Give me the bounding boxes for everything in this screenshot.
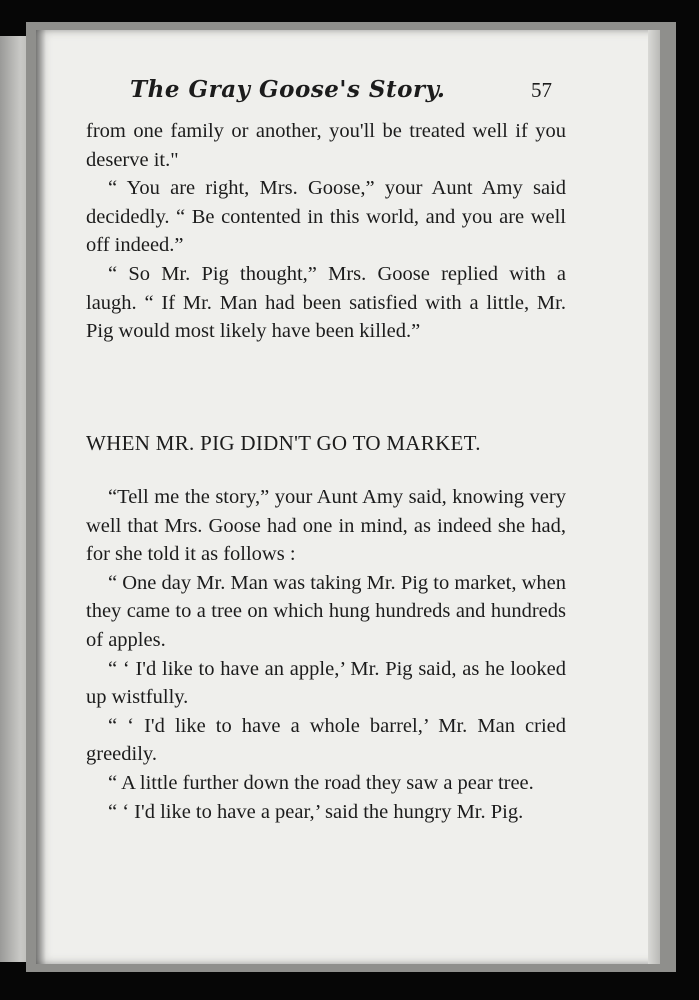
paragraph: “ ‘ I'd like to have an apple,’ Mr. Pig said, as he looked up wistfully.	[86, 657, 566, 709]
text-block-top	[86, 117, 566, 346]
text-block-bottom	[86, 483, 566, 826]
page-number: 57	[531, 78, 552, 102]
paragraph: “ One day Mr. Man was taking Mr. Pig to market, when they came to a tree on which hung hundreds and hundreds of apples.	[86, 571, 566, 651]
chapter-title: WHEN MR. PIG DIDN'T GO TO MARKET.	[86, 431, 481, 455]
paragraph: “ So Mr. Pig thought,” Mrs. Goose replied with a laugh. “ If Mr. Man had been satisfied with a little, Mr. Pig would most likely have been killed.”	[86, 262, 566, 343]
spine-shadow	[36, 30, 46, 964]
paragraph: “ ‘ I'd like to have a pear,’ said the hungry Mr. Pig.	[108, 800, 524, 823]
paragraph: from one family or another, you'll be treated well if you deserve it."	[86, 120, 566, 171]
paragraph: “ You are right, Mrs. Goose,” your Aunt Amy said decidedly. “ Be contented in this world, and you are well off indeed.”	[86, 177, 566, 257]
paragraph: “ ‘ I'd like to have a whole barrel,’ Mr. Man cried greedily.	[86, 714, 566, 766]
running-head: The Gray Goose's Story.	[130, 76, 446, 103]
paragraph: “ A little further down the road they saw a pear tree.	[108, 771, 534, 794]
paragraph: “Tell me the story,” your Aunt Amy said, knowing very well that Mrs. Goose had one in mind, as indeed she had, for she told it as follows :	[86, 486, 566, 566]
page-right-edge	[648, 30, 660, 964]
